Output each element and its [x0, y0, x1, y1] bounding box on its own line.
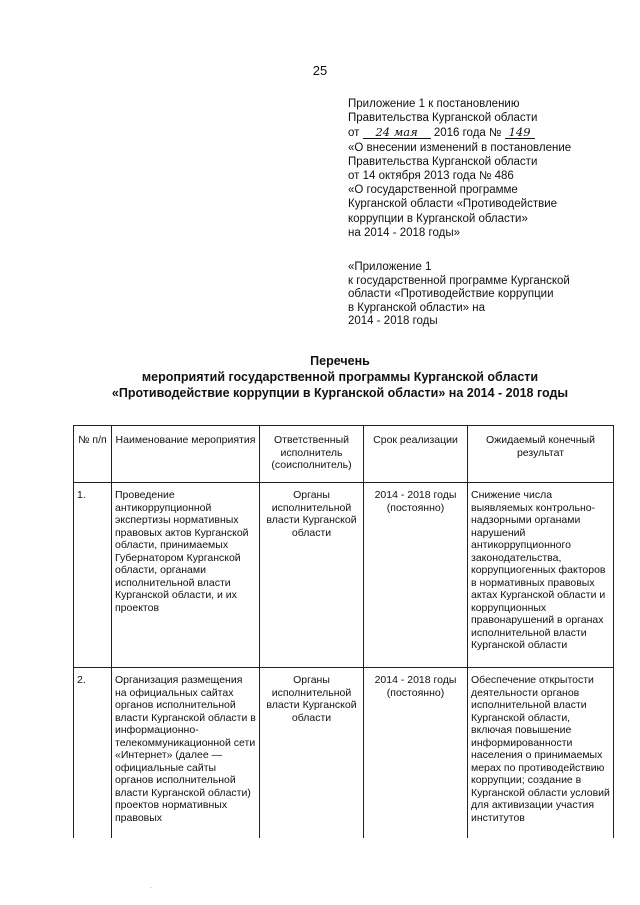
header-term: Срок реализации [364, 426, 468, 483]
table-row [74, 668, 614, 839]
program-appendix-line: к государственной программе Курганской [348, 274, 570, 287]
page-number: 25 [312, 63, 328, 78]
title-line: «Противодействие коррупции в Курганской области» на 2014 - 2018 годы [111, 386, 569, 400]
scan-speck: · [150, 885, 152, 891]
cell-num: 2. [74, 668, 112, 839]
measures-table [73, 425, 614, 838]
appendix-line: Курганской области «Противодействие [348, 198, 558, 211]
resolution-appendix-header [348, 97, 618, 240]
document-title [70, 353, 610, 401]
title-line: мероприятий государственной программы Курганской области [141, 370, 539, 384]
appendix-line: Правительства Курганской области [348, 155, 538, 168]
handwritten-number: 149 [505, 125, 535, 139]
date-suffix: 2016 года № [433, 127, 502, 140]
appendix-line: коррупции в Курганской области» [348, 212, 528, 225]
appendix-line: «О внесении изменений в постановление [348, 141, 572, 154]
program-appendix-header [348, 261, 618, 329]
program-appendix-line: в Курганской области» на [348, 301, 485, 314]
title-line: Перечень [310, 354, 370, 368]
cell-name: Организация размещения на официальных сайтах органов исполнительной власти Курганской области в информационно-телекоммуникационной сети «Интернет» (далее — официальные сайты органов исполнительной власти Курганской области) проектов нормативных правовых [112, 668, 260, 839]
cell-term: 2014 - 2018 годы (постоянно) [364, 483, 468, 668]
cell-term: 2014 - 2018 годы (постоянно) [364, 668, 468, 839]
header-num: № п/п [74, 426, 112, 483]
appendix-line: Приложение 1 к постановлению [348, 98, 520, 110]
program-appendix-line: области «Противодействие коррупции [348, 288, 554, 300]
header-executor: Ответственный исполнитель (соисполнитель) [260, 426, 364, 483]
cell-executor: Органы исполнительной власти Курганской области [260, 668, 364, 839]
cell-result: Снижение числа выявляемых контрольно-надзорными органами нарушений антикоррупционного законодательства, коррупциогенных факторов в нормативных правовых актах Курганской области и коррупционных правонарушений в органах исполнительной власти Курганской области [468, 483, 614, 668]
cell-result: Обеспечение открытости деятельности органов исполнительной власти Курганской области, включая повышение информированности населения о принимаемых мерах по противодействию коррупции; создание в Курганской области условий для активизации участия институтов [468, 668, 614, 839]
program-appendix-line: 2014 - 2018 годы [348, 315, 438, 327]
header-name: Наименование мероприятия [112, 426, 260, 483]
appendix-line: «О государственной программе [348, 184, 518, 197]
table-header-row [74, 426, 614, 483]
date-prefix: от [348, 127, 360, 140]
appendix-line: на 2014 - 2018 годы» [348, 226, 460, 239]
table-row [74, 483, 614, 668]
program-appendix-line: «Приложение 1 [348, 261, 432, 273]
header-result: Ожидаемый конечный результат [468, 426, 614, 483]
cell-executor: Органы исполнительной власти Курганской области [260, 483, 364, 668]
cell-num: 1. [74, 483, 112, 668]
appendix-line: от 14 октября 2013 года № 486 [348, 170, 514, 183]
handwritten-date: 24 мая [363, 125, 431, 139]
cell-name: Проведение антикоррупционной экспертизы нормативных правовых актов Курганской области, принимаемых Губернатором Курганской области, органами исполнительной власти Курганской области, и их проектов [112, 483, 260, 668]
appendix-line: Правительства Курганской области [348, 112, 538, 125]
appendix-date-line [348, 125, 618, 140]
